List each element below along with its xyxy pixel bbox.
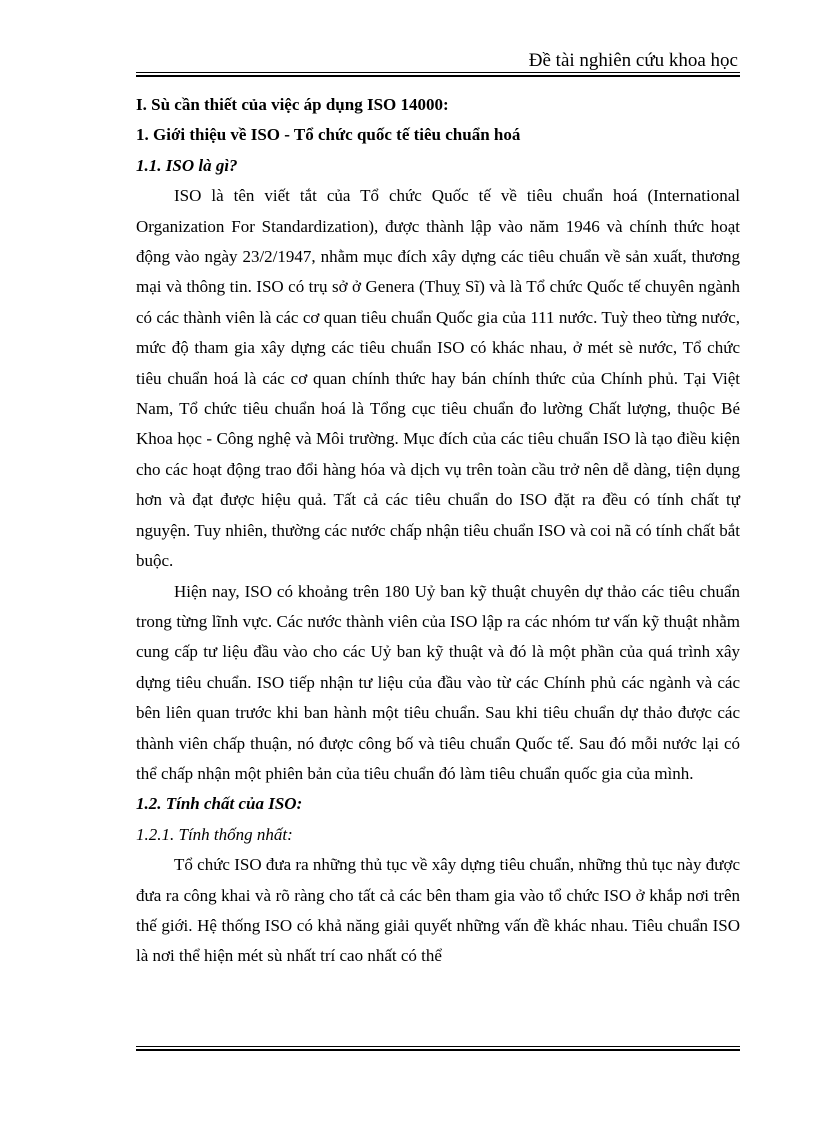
header-divider bbox=[136, 72, 740, 77]
paragraph-technical-committees: Hiện nay, ISO có khoảng trên 180 Uỷ ban kỹ thuật chuyên dự thảo các tiêu chuẩn trong từng lĩnh vực. Các nước thành viên của ISO lập ra các nhóm tư vấn kỹ thuật nhằm cung cấp tư liệu đầu vào cho các Uỷ ban kỹ thuật và đó là một phần của quá trình xây dựng tiêu chuẩn. ISO tiếp nhận tư liệu của đầu vào từ các Chính phủ các ngành và các bên liên quan trước khi ban hành một tiêu chuẩn. Sau khi tiêu chuẩn dự thảo được các thành viên chấp thuận, nó được công bố và tiêu chuẩn Quốc tế. Sau đó mỗi nước lại có thể chấp nhận một phiên bản của tiêu chuẩn đó làm tiêu chuẩn quốc gia của mình. bbox=[136, 581, 740, 783]
footer-divider bbox=[136, 1046, 740, 1051]
section-1-1-heading: 1.1. ISO là gì? bbox=[136, 155, 238, 175]
running-header-title: Đề tài nghiên cứu khoa học bbox=[528, 50, 738, 71]
section-1-2-1-heading: 1.2.1. Tính thống nhất: bbox=[136, 824, 293, 844]
section-i-heading: I. Sù cần thiết của việc áp dụng ISO 14000: bbox=[136, 95, 449, 114]
paragraph-iso-definition: ISO là tên viết tắt của Tổ chức Quốc tế về tiêu chuẩn hoá (International Organization For Standardization), được thành lập vào năm 1946 và chính thức hoạt động vào ngày 23/2/1947, nhằm mục đích xây dựng các tiêu chuẩn về sản xuất, thương mại và thông tin. ISO có trụ sở ở Genera (Thuỵ Sĩ) và là Tổ chức Quốc tế chuyên ngành có các thành viên là các cơ quan tiêu chuẩn Quốc gia của 111 nước. Tuỳ theo từng nước, mức độ tham gia xây dựng các tiêu chuẩn ISO có khác nhau, ở mét sè nước, Tổ chức tiêu chuẩn hoá là các cơ quan chính thức hay bán chính thức của Chính phủ. Tại Việt Nam, Tổ chức tiêu chuẩn hoá là Tổng cục tiêu chuẩn đo lường Chất lượng, thuộc Bé Khoa học - Công nghệ và Môi trường. Mục đích của các tiêu chuẩn ISO là tạo điều kiện cho các hoạt động trao đổi hàng hóa và dịch vụ trên toàn cầu trở nên dễ dàng, tiện dụng hơn và đạt được hiệu quả. Tất cả các tiêu chuẩn do ISO đặt ra đều có tính chất tự nguyện. Tuy nhiên, thường các nước chấp nhận tiêu chuẩn ISO và coi nã có tính chất bắt buộc. bbox=[136, 186, 740, 571]
paragraph-uniformity: Tổ chức ISO đưa ra những thủ tục về xây dựng tiêu chuẩn, những thủ tục này được đưa ra công khai và rõ ràng cho tất cả các bên tham gia vào tổ chức ISO ở khắp nơi trên thế giới. Hệ thống ISO có khả năng giải quyết những vấn đề khác nhau. Tiêu chuẩn ISO là nơi thể hiện mét sù nhất trí cao nhất có thể bbox=[136, 855, 740, 966]
section-1-heading: 1. Giới thiệu về ISO - Tổ chức quốc tế tiêu chuẩn hoá bbox=[136, 125, 521, 145]
section-1-2-heading: 1.2. Tính chất của ISO: bbox=[136, 794, 303, 814]
document-body bbox=[136, 90, 740, 972]
